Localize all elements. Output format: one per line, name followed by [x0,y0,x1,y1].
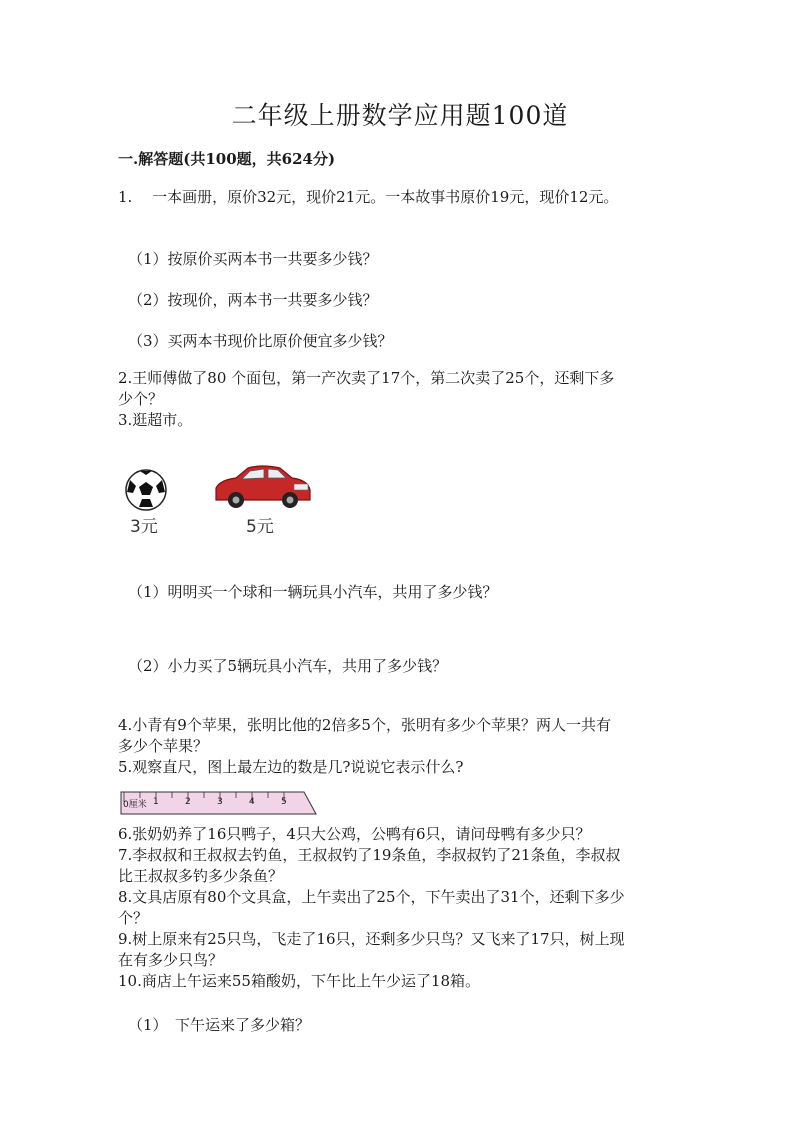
question-1-part-3: （3）买两本书现价比原价便宜多少钱？ [128,332,393,350]
question-1-part-1: （1）按原价买两本书一共要多少钱？ [128,250,378,268]
question-3: 3.逛超市。 [118,411,193,429]
question-7-line-2: 比王叔叔多钓多少条鱼？ [118,867,284,885]
ruler-label-2: 2 [185,797,191,807]
ruler-label-0: 0厘米 [123,800,147,810]
question-1-part-2: （2）按现价，两本书一共要多少钱？ [128,291,378,309]
ball-price: 3元 [130,517,158,537]
soccer-ball-icon [122,466,182,516]
page-title: 二年级上册数学应用题100道 [231,101,569,130]
question-4-line-1: 4.小青有9个苹果，张明比他的2倍多5个，张明有多少个苹果？两人一共有 [118,716,611,734]
question-3-part-1: （1）明明买一个球和一辆玩具小汽车，共用了多少钱？ [128,583,498,601]
question-8-line-2: 个？ [118,909,149,927]
question-7-line-1: 7.李叔叔和王叔叔去钓鱼，王叔叔钓了19条鱼，李叔叔钓了21条鱼，李叔叔 [118,846,621,864]
toy-car-icon [210,462,314,512]
question-9-line-2: 在有多少只鸟？ [118,951,224,969]
section-heading: 一.解答题(共100题，共624分) [118,150,336,168]
question-10: 10.商店上午运来55箱酸奶，下午比上午少运了18箱。 [118,972,481,990]
ruler-illustration [120,790,320,816]
ruler-label-3: 3 [217,797,223,807]
ruler-label-1: 1 [153,797,159,807]
question-4-line-2: 多少个苹果？ [118,737,209,755]
question-2-line-2: 少个？ [118,390,164,408]
ruler-label-5: 5 [281,797,287,807]
question-8-line-1: 8.文具店原有80个文具盒，上午卖出了25个，下午卖出了31个，还剩下多少 [118,888,625,906]
ruler-label-4: 4 [249,797,255,807]
question-5: 5.观察直尺，图上最左边的数是几?说说它表示什么? [118,758,464,776]
question-2-line-1: 2.王师傅做了80 个面包，第一产次卖了17个，第二次卖了25个，还剩下多 [118,369,615,387]
shopping-illustration [122,462,320,538]
question-3-part-2: （2）小力买了5辆玩具小汽车，共用了多少钱？ [128,657,448,675]
question-1: 1. 一本画册，原价32元，现价21元。一本故事书原价19元，现价12元。 [118,188,619,206]
car-price: 5元 [246,517,274,537]
question-10-part-1: （1） 下午运来了多少箱？ [128,1016,311,1034]
question-6: 6.张奶奶养了16只鸭子，4只大公鸡，公鸭有6只，请问母鸭有多少只？ [118,825,591,843]
question-9-line-1: 9.树上原来有25只鸟，飞走了16只，还剩多少只鸟？又飞来了17只，树上现 [118,930,625,948]
